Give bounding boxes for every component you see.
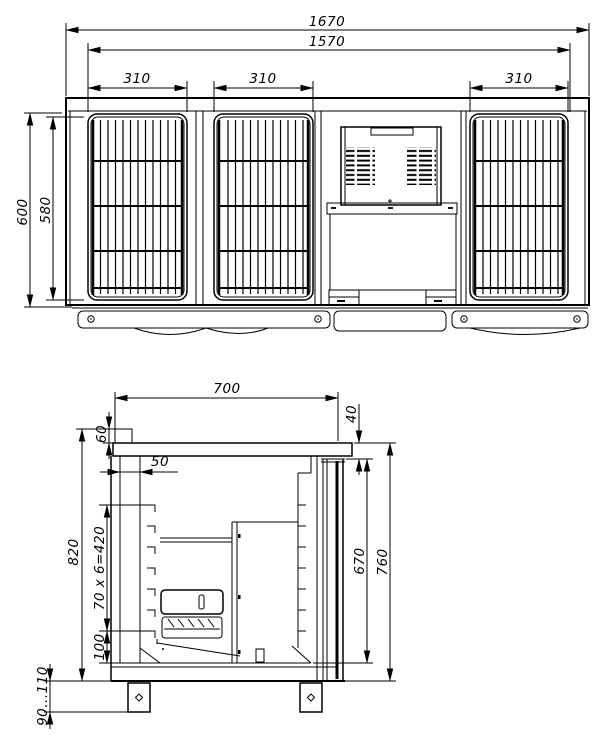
louver-group-left	[346, 147, 375, 185]
front-base	[72, 308, 588, 335]
vent-comb-strip	[371, 128, 413, 135]
dim-leg-height-label: 90...110	[35, 666, 51, 726]
shelf-clips-right	[298, 505, 306, 638]
dim-door-height-label: 670	[352, 547, 368, 575]
dim-body-width-label: 1570	[308, 34, 346, 50]
machine-bay	[327, 127, 457, 305]
dim-overall-width-label: 1670	[308, 14, 346, 30]
dim-wall-thickness-label: 50	[150, 454, 170, 470]
louver-group-right	[407, 147, 436, 185]
dim-splash-height-label: 60	[94, 424, 110, 444]
machine-bay-panel	[330, 214, 456, 290]
grille-3	[470, 114, 568, 300]
front-view	[15, 14, 589, 335]
dim-shelf-pitch-label: 70 x 6=420	[92, 525, 108, 611]
dim-grille3-width-label: 310	[505, 71, 533, 87]
machine-bay-feet-brackets	[329, 290, 456, 305]
countertop	[113, 443, 352, 456]
dim-counter-edge-label: 40	[344, 404, 360, 424]
grille-2	[214, 114, 313, 300]
legs	[128, 683, 322, 712]
evaporator-unit	[157, 590, 264, 662]
machine-partition	[232, 522, 298, 663]
drip-tray	[157, 643, 240, 656]
side-view	[35, 381, 396, 729]
dim-grille2-width-label: 310	[249, 71, 277, 87]
dim-body-height-label: 820	[66, 538, 82, 566]
door-section	[321, 459, 345, 681]
side-dimensions	[35, 381, 396, 729]
dim-grille-height-label: 580	[38, 196, 54, 224]
shelf-clips-left	[147, 505, 155, 638]
dim-bottom-gap-label: 100	[92, 633, 108, 661]
back-splash	[115, 429, 132, 443]
dim-overall-height-label: 600	[15, 198, 31, 226]
shelf-rail	[160, 538, 232, 542]
dim-grille1-width-label: 310	[123, 71, 151, 87]
dim-top-depth-label: 700	[213, 381, 241, 397]
grille-1	[88, 114, 187, 300]
dim-front-height-label: 760	[375, 548, 391, 576]
drain-block	[256, 649, 264, 662]
